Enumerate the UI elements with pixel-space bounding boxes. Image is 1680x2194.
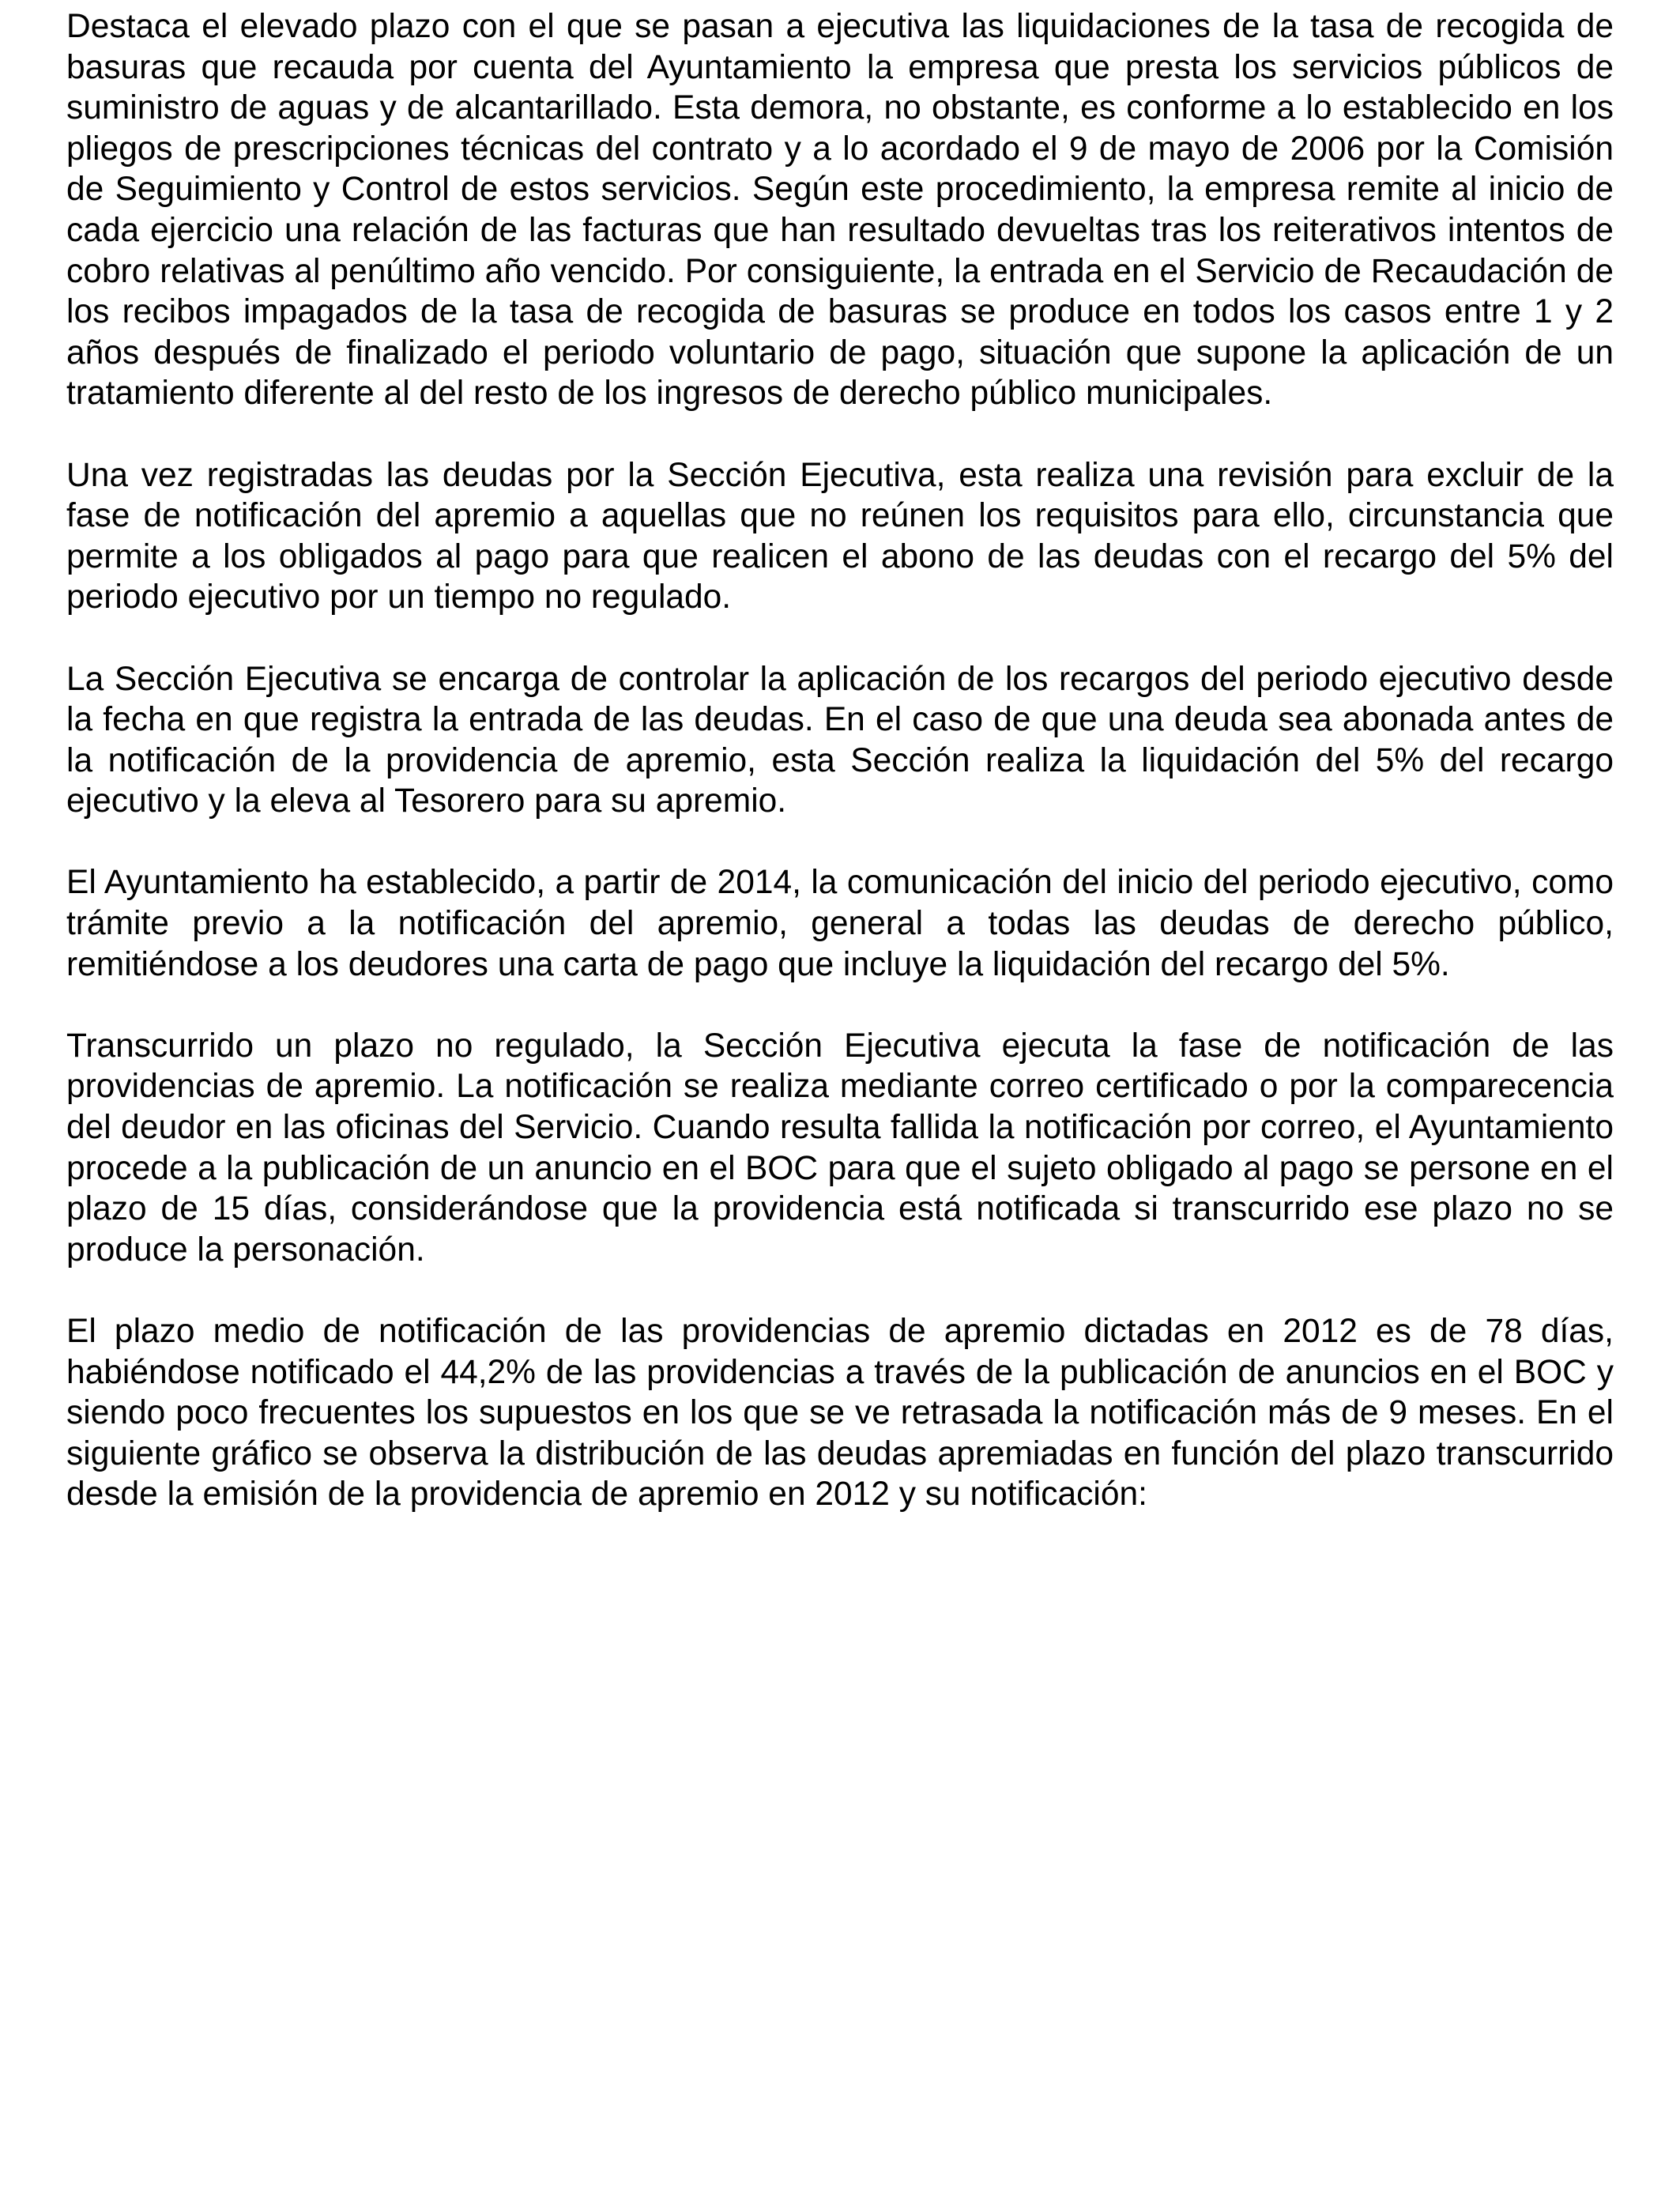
paragraph-tasa-basuras: Destaca el elevado plazo con el que se pasan a ejecutiva las liquidaciones de la tasa de recogida de basuras que recauda por cuenta del Ayuntamiento la empresa que presta los servicios públicos de suministro de aguas y de alcantarillado. Esta demora, no obstante, es conforme a lo establecido en los pliegos de prescripciones técnicas del contrato y a lo acordado el 9 de mayo de 2006 por la Comisión de Seguimiento y Control de estos servicios. Según este procedimiento, la empresa remite al inicio de cada ejercicio una relación de las facturas que han resultado devueltas tras los reiterativos intentos de cobro relativas al penúltimo año vencido. Por consiguiente, la entrada en el Servicio de Recaudación de los recibos impagados de la tasa de recogida de basuras se produce en todos los casos entre 1 y 2 años después de finalizado el periodo voluntario de pago, situación que supone la aplicación de un tratamiento diferente al del resto de los ingresos de derecho público municipales. (66, 8, 1614, 413)
document-page (66, 6, 1614, 1556)
paragraph-comunicacion-periodo-ejecutivo: El Ayuntamiento ha establecido, a partir de 2014, la comunicación del inicio del periodo ejecutivo, como trámite previo a la notificación del apremio, general a todas las deudas de derecho público, remitiéndose a los deudores una carta de pago que incluye la liquidación del recargo del 5%. (66, 864, 1614, 983)
paragraph-plazo-medio-notificacion: El plazo medio de notificación de las providencias de apremio dictadas en 2012 es de 78 días, habiéndose notificado el 44,2% de las providencias a través de la publicación de anuncios en el BOC y siendo poco frecuentes los supuestos en los que se ve retrasada la notificación más de 9 meses. En el siguiente gráfico se observa la distribución de las deudas apremiadas en función del plazo transcurrido desde la emisión de la providencia de apremio en 2012 y su notificación: (66, 1313, 1614, 1514)
paragraph-revision-deudas: Una vez registradas las deudas por la Sección Ejecutiva, esta realiza una revisión para excluir de la fase de notificación del apremio a aquellas que no reúnen los requisitos para ello, circunstancia que permite a los obligados al pago para que realicen el abono de las deudas con el recargo del 5% del periodo ejecutivo por un tiempo no regulado. (66, 456, 1614, 616)
paragraph-control-recargos: La Sección Ejecutiva se encarga de controlar la aplicación de los recargos del periodo ejecutivo desde la fecha en que registra la entrada de las deudas. En el caso de que una deuda sea abonada antes de la notificación de la providencia de apremio, esta Sección realiza la liquidación del 5% del recargo ejecutivo y la eleva al Tesorero para su apremio. (66, 660, 1614, 820)
paragraph-notificacion-providencias: Transcurrido un plazo no regulado, la Sección Ejecutiva ejecuta la fase de notificación de las providencias de apremio. La notificación se realiza mediante correo certificado o por la comparecencia del deudor en las oficinas del Servicio. Cuando resulta fallida la notificación por correo, el Ayuntamiento procede a la publicación de un anuncio en el BOC para que el sujeto obligado al pago se persone en el plazo de 15 días, considerándose que la providencia está notificada si transcurrido ese plazo no se produce la personación. (66, 1027, 1614, 1269)
